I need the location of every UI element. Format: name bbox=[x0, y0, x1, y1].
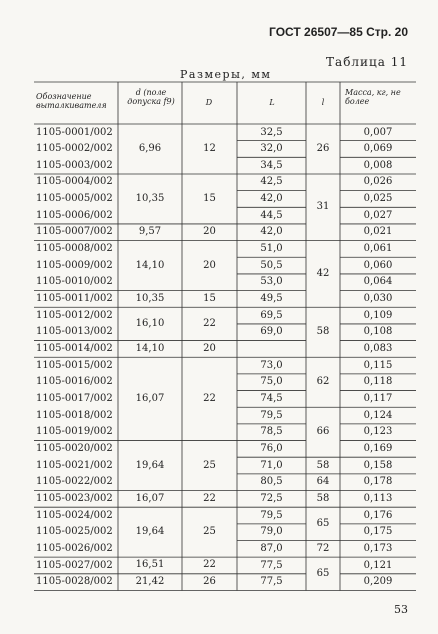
cell-d: 14,10 bbox=[135, 259, 165, 271]
cell-d: 16,10 bbox=[135, 317, 165, 329]
cell-mass: 0,061 bbox=[363, 243, 393, 255]
cell-mass: 0,109 bbox=[363, 309, 393, 321]
page-number: 53 bbox=[394, 603, 408, 616]
cell-l: 58 bbox=[316, 459, 330, 471]
cell-designation: 1105-0018/002 bbox=[36, 409, 113, 421]
cell-L: 87,0 bbox=[260, 543, 283, 554]
cell-D: 12 bbox=[203, 142, 216, 154]
cell-D: 26 bbox=[203, 576, 216, 588]
cell-l: 26 bbox=[316, 142, 330, 154]
cell-mass: 0,021 bbox=[363, 226, 393, 238]
cell-L: 42,0 bbox=[260, 193, 283, 205]
cell-designation: 1105-0008/002 bbox=[36, 243, 113, 255]
cell-mass: 0,117 bbox=[363, 393, 393, 405]
cell-designation: 1105-0027/002 bbox=[36, 559, 113, 571]
cell-d: 16,51 bbox=[135, 559, 165, 571]
cell-l: 58 bbox=[316, 326, 330, 338]
cell-L: 49,5 bbox=[260, 293, 283, 305]
cell-d: 10,35 bbox=[135, 292, 165, 304]
cell-L: 50,5 bbox=[260, 259, 283, 271]
cell-d: 16,07 bbox=[135, 392, 165, 404]
cell-d: 16,07 bbox=[135, 492, 165, 504]
cell-mass: 0,124 bbox=[363, 409, 393, 421]
cell-designation: 1105-0013/002 bbox=[36, 326, 113, 338]
cell-mass: 0,123 bbox=[363, 426, 393, 438]
header-D: D bbox=[205, 98, 213, 107]
cell-d: 21,42 bbox=[135, 576, 165, 588]
cell-L: 79,5 bbox=[260, 509, 283, 521]
cell-d: 19,64 bbox=[135, 459, 165, 471]
cell-L: 77,5 bbox=[260, 559, 283, 571]
cell-designation: 1105-0001/002 bbox=[36, 126, 113, 138]
cell-mass: 0,121 bbox=[363, 559, 393, 571]
cell-designation: 1105-0005/002 bbox=[36, 193, 113, 205]
cell-L: 53,0 bbox=[260, 276, 283, 288]
cell-designation: 1105-0014/002 bbox=[36, 343, 113, 355]
cell-d: 19,64 bbox=[135, 526, 165, 538]
page-header: ГОСТ 26507—85 Стр. 20 bbox=[269, 25, 408, 39]
cell-designation: 1105-0016/002 bbox=[36, 376, 113, 388]
cell-designation: 1105-0023/002 bbox=[36, 493, 113, 505]
cell-D: 15 bbox=[203, 192, 216, 204]
cell-L: 72,5 bbox=[260, 493, 283, 505]
cell-D: 22 bbox=[203, 492, 216, 504]
cell-d: 6,96 bbox=[138, 142, 162, 154]
cell-L: 79,0 bbox=[260, 526, 283, 538]
cell-L: 32,5 bbox=[260, 126, 283, 138]
cell-mass: 0,030 bbox=[363, 293, 393, 305]
cell-L: 80,5 bbox=[260, 476, 283, 488]
cell-mass: 0,027 bbox=[363, 209, 393, 221]
cell-designation: 1105-0015/002 bbox=[36, 359, 113, 371]
cell-l: 72 bbox=[316, 542, 330, 554]
cell-L: 77,5 bbox=[260, 576, 283, 588]
cell-L: 34,5 bbox=[260, 159, 283, 171]
cell-D: 20 bbox=[203, 226, 216, 238]
cell-mass: 0,178 bbox=[363, 476, 393, 488]
cell-d: 14,10 bbox=[135, 342, 165, 354]
cell-L: 75,0 bbox=[260, 376, 283, 388]
cell-designation: 1105-0010/002 bbox=[36, 276, 113, 288]
cell-L: 79,5 bbox=[260, 409, 283, 421]
cell-L: 42,0 bbox=[260, 226, 283, 238]
cell-designation: 1105-0012/002 bbox=[36, 309, 113, 321]
cell-mass: 0,026 bbox=[363, 176, 393, 188]
cell-D: 15 bbox=[203, 292, 216, 304]
cell-D: 20 bbox=[203, 342, 216, 354]
cell-mass: 0,176 bbox=[363, 509, 393, 521]
cell-L: 73,0 bbox=[260, 359, 283, 371]
cell-l: 66 bbox=[316, 426, 330, 438]
cell-l: 65 bbox=[316, 517, 330, 529]
cell-designation: 1105-0007/002 bbox=[36, 226, 113, 238]
cell-l: 42 bbox=[316, 267, 330, 279]
cell-D: 22 bbox=[203, 559, 216, 571]
cell-mass: 0,108 bbox=[363, 326, 393, 338]
cell-designation: 1105-0028/002 bbox=[36, 576, 113, 588]
cell-L: 51,0 bbox=[260, 243, 283, 255]
cell-l: 65 bbox=[316, 567, 330, 579]
header-designation: Обозначение выталкивателя bbox=[36, 92, 107, 110]
table-label: Таблица 11 bbox=[326, 55, 408, 69]
cell-mass: 0,173 bbox=[363, 543, 393, 554]
cell-D: 22 bbox=[203, 392, 216, 404]
cell-L: 44,5 bbox=[260, 209, 283, 221]
header-l: l bbox=[321, 98, 325, 107]
cell-l: 62 bbox=[316, 376, 330, 388]
cell-designation: 1105-0022/002 bbox=[36, 476, 113, 488]
cell-designation: 1105-0020/002 bbox=[36, 443, 113, 455]
cell-designation: 1105-0003/002 bbox=[36, 159, 113, 171]
cell-designation: 1105-0019/002 bbox=[36, 426, 113, 438]
cell-D: 22 bbox=[203, 317, 216, 329]
cell-mass: 0,007 bbox=[363, 126, 393, 138]
cell-designation: 1105-0006/002 bbox=[36, 209, 113, 221]
cell-mass: 0,209 bbox=[363, 576, 393, 588]
header-d: d (поле допуска f9) bbox=[127, 88, 175, 106]
cell-designation: 1105-0017/002 bbox=[36, 393, 113, 405]
cell-d: 10,35 bbox=[135, 192, 165, 204]
cell-mass: 0,064 bbox=[363, 276, 393, 288]
cell-designation: 1105-0011/002 bbox=[36, 293, 113, 305]
cell-D: 25 bbox=[203, 459, 216, 471]
cell-mass: 0,083 bbox=[363, 343, 393, 355]
cell-mass: 0,069 bbox=[363, 143, 393, 155]
cell-d: 9,57 bbox=[138, 226, 162, 238]
cell-designation: 1105-0021/002 bbox=[36, 459, 113, 471]
cell-L: 69,5 bbox=[260, 309, 283, 321]
cell-L: 76,0 bbox=[260, 443, 283, 455]
cell-designation: 1105-0026/002 bbox=[36, 543, 113, 554]
cell-designation: 1105-0024/002 bbox=[36, 509, 113, 521]
cell-L: 71,0 bbox=[260, 459, 283, 471]
cell-L: 69,0 bbox=[260, 326, 283, 338]
cell-D: 20 bbox=[203, 259, 216, 271]
cell-mass: 0,060 bbox=[363, 259, 393, 271]
cell-L: 32,0 bbox=[260, 143, 283, 155]
cell-mass: 0,025 bbox=[363, 193, 393, 205]
cell-mass: 0,118 bbox=[363, 376, 393, 388]
header-L: L bbox=[269, 98, 275, 107]
cell-l: 58 bbox=[316, 492, 330, 504]
cell-mass: 0,175 bbox=[363, 526, 393, 538]
sizes-label: Размеры, мм bbox=[180, 68, 272, 81]
cell-L: 78,5 bbox=[260, 426, 283, 438]
cell-l: 64 bbox=[316, 476, 330, 488]
cell-D: 25 bbox=[203, 526, 216, 538]
cell-designation: 1105-0002/002 bbox=[36, 143, 113, 155]
cell-l: 31 bbox=[316, 201, 330, 213]
cell-mass: 0,115 bbox=[363, 359, 393, 371]
cell-mass: 0,008 bbox=[363, 159, 393, 171]
cell-designation: 1105-0009/002 bbox=[36, 259, 113, 271]
cell-designation: 1105-0025/002 bbox=[36, 526, 113, 538]
cell-mass: 0,169 bbox=[363, 443, 393, 455]
cell-mass: 0,113 bbox=[363, 493, 393, 505]
cell-L: 74,5 bbox=[260, 393, 283, 405]
cell-designation: 1105-0004/002 bbox=[36, 176, 113, 188]
cell-L: 42,5 bbox=[260, 176, 283, 188]
cell-mass: 0,158 bbox=[363, 459, 393, 471]
header-mass: Масса, кг, не более bbox=[345, 88, 401, 106]
